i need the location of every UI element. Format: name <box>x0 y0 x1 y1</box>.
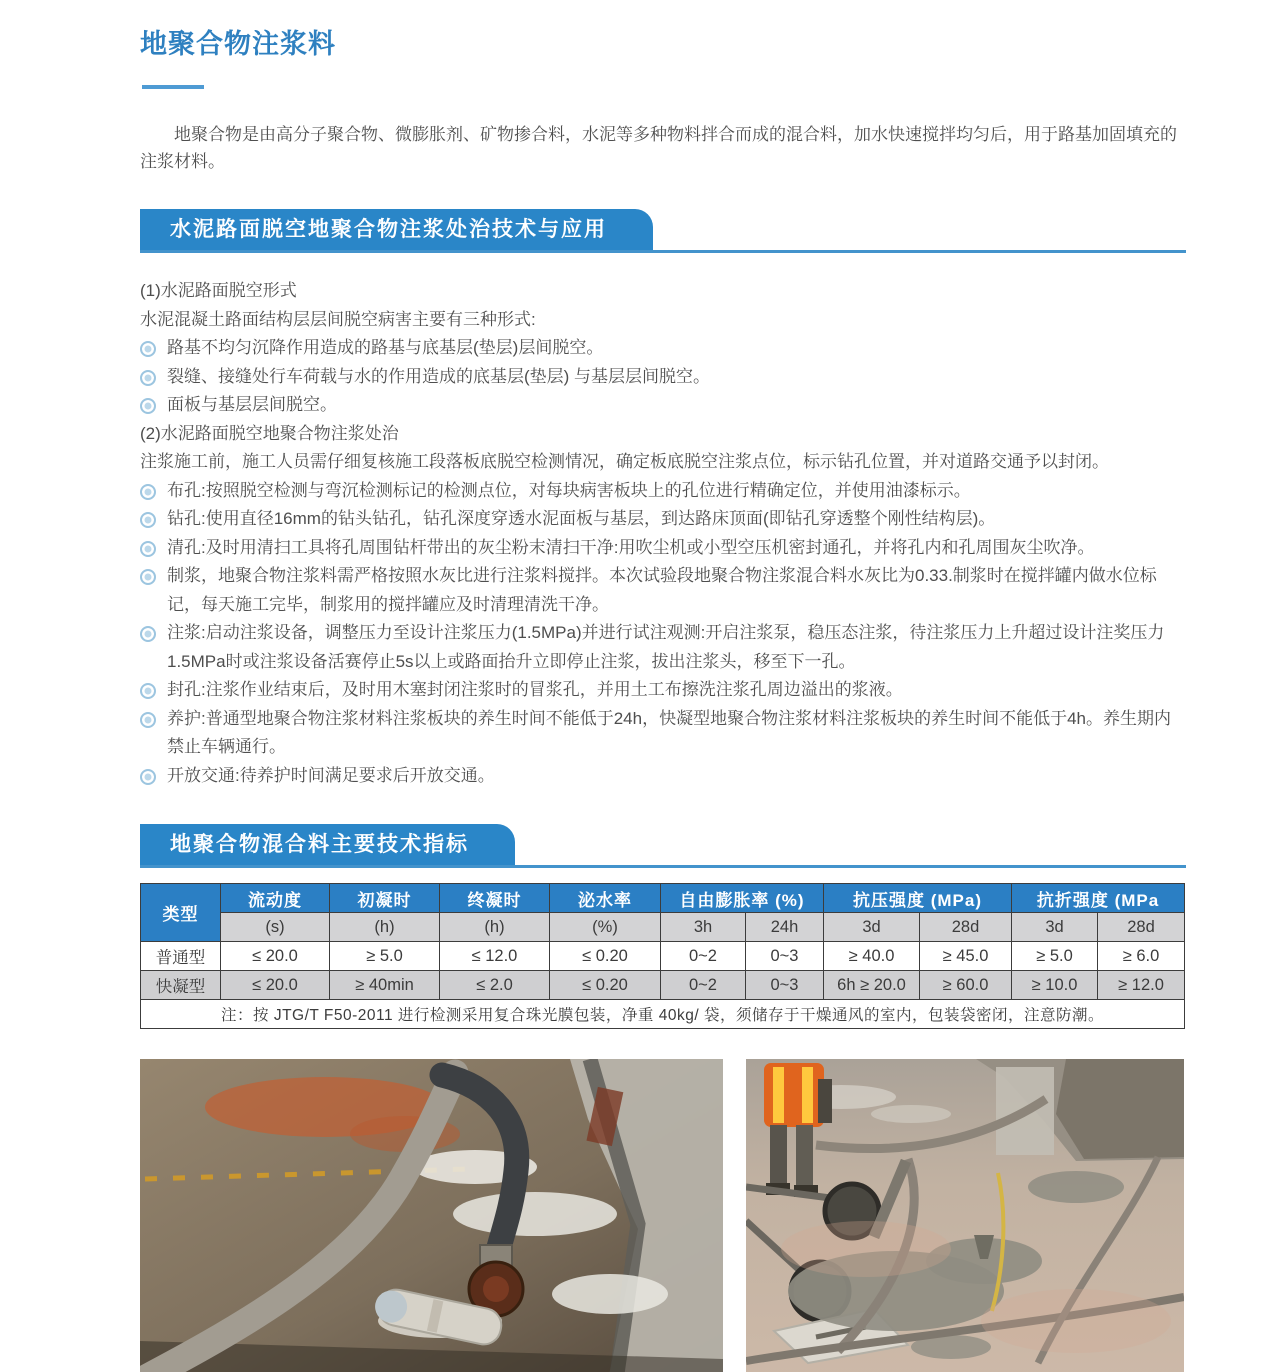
value-cell: ≥ 45.0 <box>920 942 1012 971</box>
section1-banner-row <box>140 209 1186 253</box>
value-cell: 0~3 <box>746 942 824 971</box>
section2-heading-banner: 地聚合物混合料主要技术指标 <box>140 824 515 865</box>
bullet-item <box>140 534 1186 563</box>
text-line <box>140 420 1186 449</box>
text-line <box>140 448 1186 477</box>
pink-dust-2 <box>981 1289 1171 1353</box>
mixer-dark-side <box>1056 1059 1184 1159</box>
row-type-cell: 快凝型 <box>141 971 221 1000</box>
value-cell: ≥ 40min <box>330 971 440 1000</box>
text-line <box>140 306 1186 335</box>
value-cell: 0~3 <box>746 971 824 1000</box>
injection-hole-center <box>483 1276 509 1302</box>
ring-bullet-icon <box>140 683 156 699</box>
line-text: 布孔:按照脱空检测与弯沉检测标记的检测点位，对每块病害板块上的孔位进行精确定位，并使用油漆标示。 <box>167 480 971 500</box>
line-text: 钻孔:使用直径16mm的钻头钻孔，钻孔深度穿透水泥面板与基层，到达路床顶面(即钻孔穿透整个刚性结构层)。 <box>167 509 996 528</box>
col-group-header: 初凝时 <box>330 884 440 913</box>
value-cell: ≥ 10.0 <box>1012 971 1098 1000</box>
value-cell: ≤ 12.0 <box>440 942 550 971</box>
pink-dust-1 <box>781 1221 951 1277</box>
value-cell: ≥ 12.0 <box>1098 971 1185 1000</box>
ring-bullet-icon <box>140 398 156 414</box>
col-sub-header: (h) <box>440 913 550 942</box>
line-text: 水泥混凝土路面结构层层间脱空病害主要有三种形式: <box>140 309 536 329</box>
photo-grouting-worksite <box>746 1059 1184 1372</box>
line-text: 清孔:及时用清扫工具将孔周围钻杆带出的灰尘粉末清扫干净:用吹尘机或小型空压机密封通孔，并将孔内和孔周围灰尘吹净。 <box>167 537 1095 557</box>
value-cell: ≥ 5.0 <box>330 942 440 971</box>
col-group-header: 泌水率 <box>550 884 661 913</box>
text-line <box>140 277 1186 306</box>
grout-patch-3 <box>1028 1171 1124 1203</box>
col-sub-header: 28d <box>920 913 1012 942</box>
value-cell: 6h ≥ 20.0 <box>824 971 920 1000</box>
value-cell: 0~2 <box>661 942 746 971</box>
col-sub-header: 3d <box>824 913 920 942</box>
line-text: 面板与基层层间脱空。 <box>167 395 337 414</box>
section2-banner-row <box>140 824 1186 868</box>
table-note: 注：按 JTG/T F50-2011 进行检测采用复合珠光膜包装，净重 40kg/ 袋，须储存于干燥通风的室内，包装袋密闭，注意防潮。 <box>141 1000 1185 1029</box>
bullet-item <box>140 363 1186 392</box>
line-text: 注浆施工前，施工人员需仔细复核施工段落板底脱空检测情况，确定板底脱空注浆点位，标示钻孔位置，并对道路交通予以封闭。 <box>140 452 1109 471</box>
debris-2 <box>871 1105 951 1123</box>
line-text: 封孔:注浆作业结束后，及时用木塞封闭注浆时的冒浆孔，并用土工布擦洗注浆孔周边溢出的浆液。 <box>167 680 903 699</box>
value-cell: ≥ 6.0 <box>1098 942 1185 971</box>
photo-grouting-hole-hose <box>140 1059 723 1372</box>
photo-strip <box>140 1059 1186 1372</box>
line-text: (2)水泥路面脱空地聚合物注浆处治 <box>140 423 399 443</box>
section1-heading-banner: 水泥路面脱空地聚合物注浆处治技术与应用 <box>140 209 653 250</box>
section1-body <box>140 277 1186 790</box>
bullet-item <box>140 505 1186 534</box>
line-text: 养护:普通型地聚合物注浆材料注浆板块的养生时间不能低于24h，快凝型地聚合物注浆材料注浆板块的养生时间不能低于4h。养生期内禁止车辆通行。 <box>167 708 1171 756</box>
line-text: (1)水泥路面脱空形式 <box>140 281 297 300</box>
col-sub-header: 24h <box>746 913 824 942</box>
ring-bullet-icon <box>140 341 156 357</box>
ring-bullet-icon <box>140 712 156 728</box>
ring-bullet-icon <box>140 370 156 386</box>
row-type-cell: 普通型 <box>141 942 221 971</box>
col-sub-header: (h) <box>330 913 440 942</box>
bullet-item <box>140 562 1186 619</box>
bullet-item <box>140 391 1186 420</box>
col-sub-header: (s) <box>221 913 330 942</box>
table-row <box>141 942 1185 971</box>
spec-table <box>140 883 1185 1029</box>
value-cell: ≤ 20.0 <box>221 942 330 971</box>
intro-paragraph: 地聚合物是由高分子聚合物、微膨胀剂、矿物掺合料，水泥等多种物料拌合而成的混合料，加水快速搅拌均匀后，用于路基加固填充的注浆材料。 <box>140 125 1177 171</box>
value-cell: ≤ 20.0 <box>221 971 330 1000</box>
table-row <box>141 971 1185 1000</box>
grout-splatter-3 <box>552 1274 668 1314</box>
line-text: 注浆:启动注浆设备，调整压力至设计注浆压力(1.5MPa)并进行试注观测:开启注浆泵，稳压态注浆，待注浆压力上升超过设计注奖压力1.5MPa时或注浆设备活赛停止5s以上或路面抬升立即停止注浆，拔出注浆头，移至下一孔。 <box>167 623 1165 671</box>
col-group-header: 自由膨胀率 (%) <box>661 884 824 913</box>
ring-bullet-icon <box>140 626 156 642</box>
bullet-item <box>140 705 1186 762</box>
ring-bullet-icon <box>140 484 156 500</box>
ring-bullet-icon <box>140 569 156 585</box>
col-group-header: 抗折强度 (MPa <box>1012 884 1185 913</box>
value-cell: 0~2 <box>661 971 746 1000</box>
line-text: 裂缝、接缝处行车荷载与水的作用造成的底基层(垫层) 与基层层间脱空。 <box>167 366 711 386</box>
col-sub-header: 28d <box>1098 913 1185 942</box>
line-text: 路基不均匀沉降作用造成的路基与底基层(垫层)层间脱空。 <box>167 338 604 357</box>
col-group-header: 流动度 <box>221 884 330 913</box>
value-cell: ≥ 40.0 <box>824 942 920 971</box>
value-cell: ≤ 2.0 <box>440 971 550 1000</box>
value-cell: ≤ 0.20 <box>550 971 661 1000</box>
bullet-item <box>140 762 1186 791</box>
title-underline <box>142 85 204 89</box>
ring-bullet-icon <box>140 541 156 557</box>
value-cell: ≥ 5.0 <box>1012 942 1098 971</box>
bullet-item <box>140 477 1186 506</box>
value-cell: ≥ 60.0 <box>920 971 1012 1000</box>
value-cell: ≤ 0.20 <box>550 942 661 971</box>
bullet-item <box>140 334 1186 363</box>
col-group-header: 抗压强度 (MPa) <box>824 884 1012 913</box>
col-sub-header: 3d <box>1012 913 1098 942</box>
col-sub-header: 3h <box>661 913 746 942</box>
grout-splatter-2 <box>453 1192 617 1236</box>
ring-bullet-icon <box>140 512 156 528</box>
col-sub-header: (%) <box>550 913 661 942</box>
bullet-item <box>140 676 1186 705</box>
ring-bullet-icon <box>140 769 156 785</box>
col-group-header: 终凝时 <box>440 884 550 913</box>
line-text: 制浆，地聚合物注浆料需严格按照水灰比进行注浆料搅拌。本次试验段地聚合物注浆混合料水灰比为0.33.制浆时在搅拌罐内做水位标记，每天施工完毕，制浆用的搅拌罐应及时清理清洗干净。 <box>167 566 1157 614</box>
bullet-item <box>140 619 1186 676</box>
col-header-type: 类型 <box>141 884 221 942</box>
page-title: 地聚合物注浆料 <box>140 29 336 59</box>
line-text: 开放交通:待养护时间满足要求后开放交通。 <box>167 765 495 785</box>
